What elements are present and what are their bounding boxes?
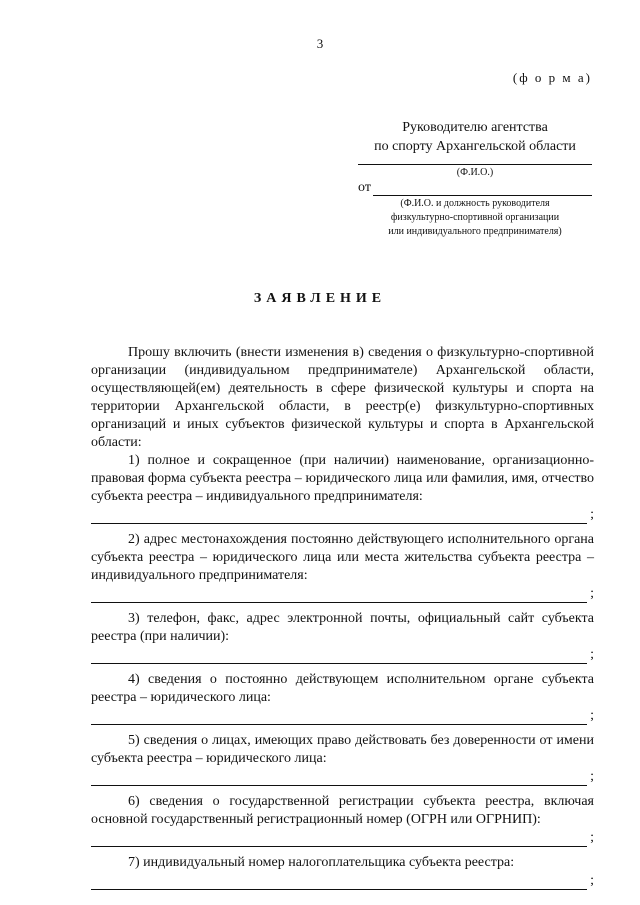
item-1-end: ; <box>590 507 594 522</box>
recipient-line-2: по спорту Архангельской области <box>374 139 576 154</box>
item-6-end: ; <box>590 830 594 845</box>
item-5-field[interactable] <box>91 773 587 786</box>
recipient-line-1: Руководителю агентства <box>402 120 548 135</box>
item-3-field[interactable] <box>91 651 587 664</box>
item-6-field[interactable] <box>91 834 587 847</box>
from-caption <box>358 197 592 239</box>
item-1-fill <box>91 506 594 524</box>
item-4-fill <box>91 707 594 725</box>
from-label: от <box>358 180 371 195</box>
item-7-text: 7) индивидуальный номер налогоплательщика субъекта реестра: <box>128 855 515 870</box>
item-1-text: 1) полное и сокращенное (при наличии) наименование, организационно-правовая форма субъекта реестра – юридического лица или фамилия, имя, отчество субъекта реестра – индивидуального предпринимателя: <box>91 453 594 504</box>
document-title: ЗАЯВЛЕНИЕ <box>253 291 387 306</box>
item-4-end: ; <box>590 708 594 723</box>
recipient-block <box>358 118 592 156</box>
from-row <box>358 180 592 196</box>
item-5-fill <box>91 768 594 786</box>
item-7-field[interactable] <box>91 877 587 890</box>
from-caption-line-3: или индивидуального предпринимателя) <box>388 226 562 237</box>
item-2-end: ; <box>590 586 594 601</box>
item-6-fill <box>91 829 594 847</box>
item-2-field[interactable] <box>91 590 587 603</box>
item-7-fill <box>91 872 594 890</box>
from-caption-line-1: (Ф.И.О. и должность руководителя <box>400 198 550 209</box>
item-2-text: 2) адрес местонахождения постоянно действующего исполнительного органа субъекта реестра – юридического лица или места жительства субъекта реестра – индивидуального предпринимателя: <box>91 532 594 583</box>
item-3-text: 3) телефон, факс, адрес электронной почты, официальный сайт субъекта реестра (при наличии): <box>91 611 594 644</box>
from-field[interactable] <box>373 181 592 196</box>
page-number: 3 <box>316 36 324 51</box>
item-3-fill <box>91 646 594 664</box>
document-body <box>91 344 594 897</box>
item-1-field[interactable] <box>91 511 587 524</box>
item-5-text: 5) сведения о лицах, имеющих право действовать без доверенности от имени субъекта реестра – юридического лица: <box>91 733 594 766</box>
item-3-end: ; <box>590 647 594 662</box>
item-2-fill <box>91 585 594 603</box>
intro-paragraph: Прошу включить (внести изменения в) сведения о физкультурно-спортивной организации (индивидуальном предпринимателе) Архангельской области, осуществляющей(ем) деятельность в сфере физической культуры и спорта на территории Архангельской области, в реестр(е) физкультурно-спортивных организаций и иных субъектов физической культуры и спорта в Архангельской области: <box>91 345 594 450</box>
item-7-end: ; <box>590 873 594 888</box>
item-4-field[interactable] <box>91 712 587 725</box>
item-4-text: 4) сведения о постоянно действующем исполнительном органе субъекта реестра – юридического лица: <box>91 672 594 705</box>
item-6-text: 6) сведения о государственной регистрации субъекта реестра, включая основной государственный регистрационный номер (ОГРН или ОГРНИП): <box>91 794 594 827</box>
fio-caption: (Ф.И.О.) <box>456 167 494 178</box>
recipient-fio-field[interactable] <box>358 164 592 165</box>
from-caption-line-2: физкультурно-спортивной организации <box>390 212 560 223</box>
form-label: (ф о р м а) <box>512 70 592 85</box>
item-5-end: ; <box>590 769 594 784</box>
